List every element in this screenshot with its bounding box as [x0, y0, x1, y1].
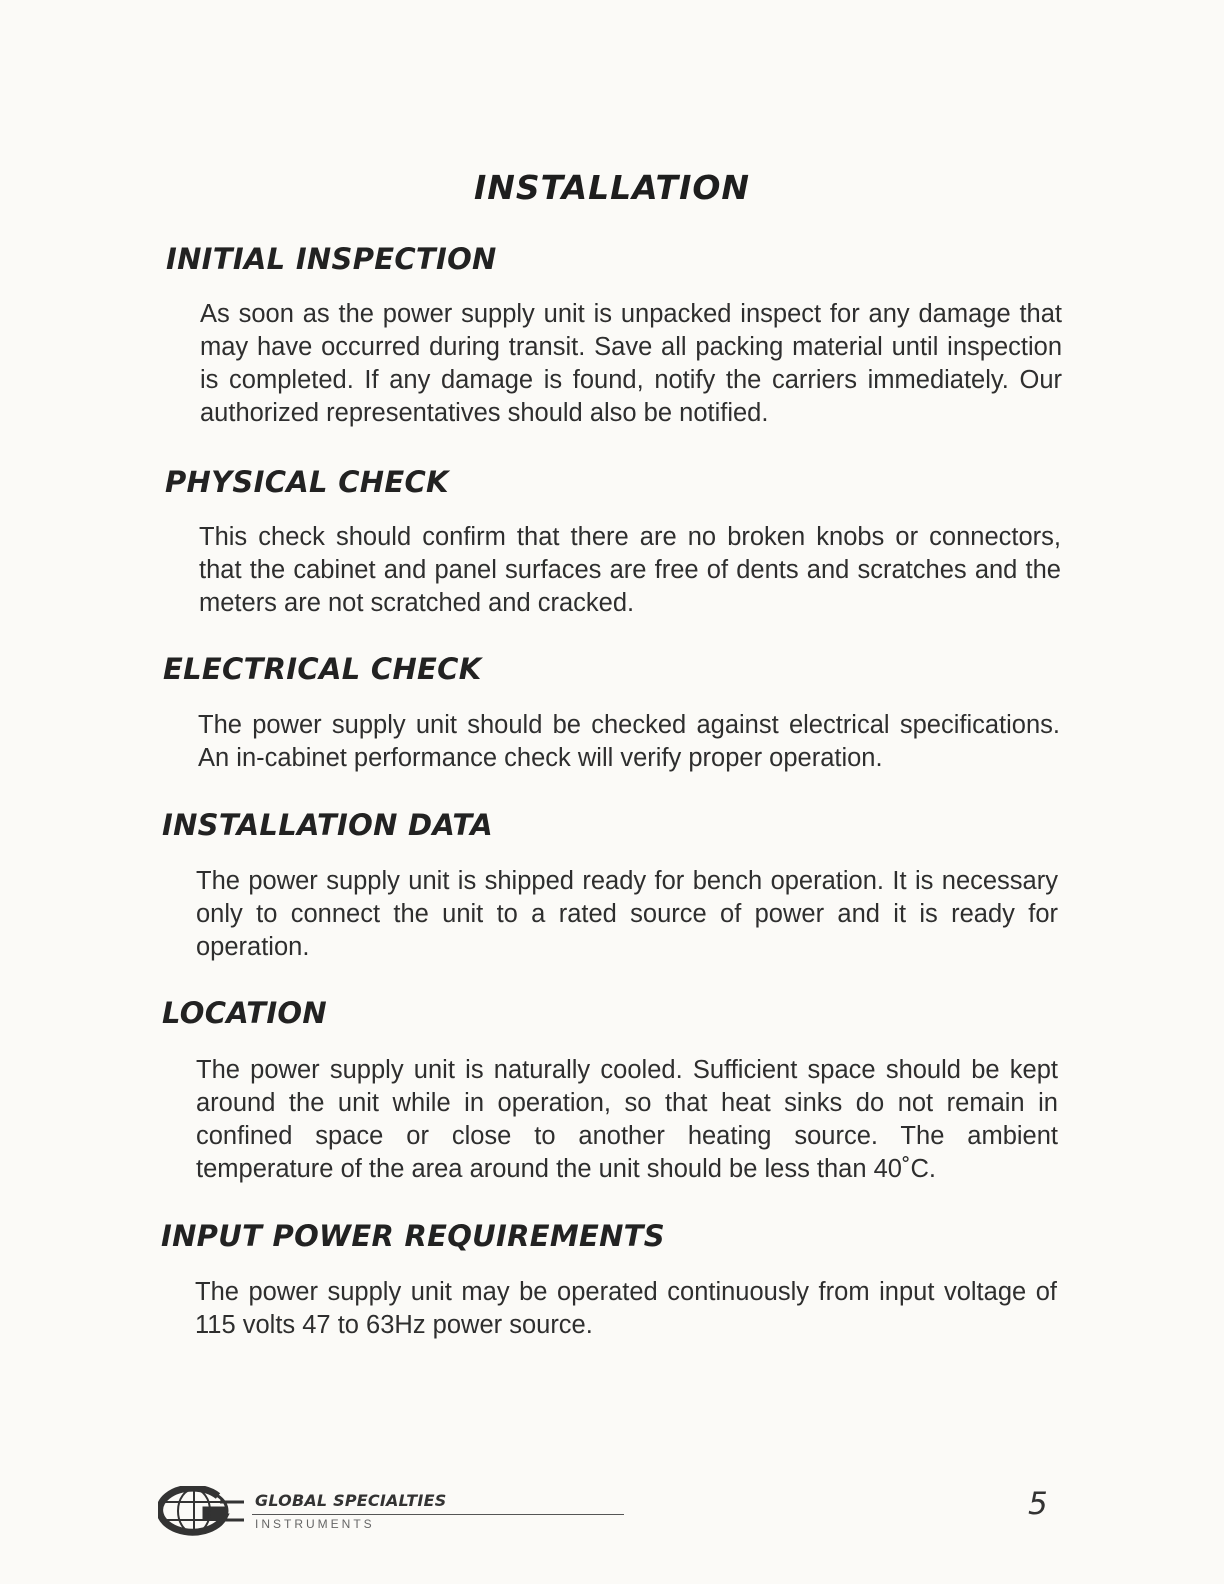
section-body: This check should confirm that there are no broken knobs or connectors, that the cabinet and panel surfaces are free of dents and scratches and the meters are not scratched and cracked. [199, 523, 1061, 617]
section-body: As soon as the power supply unit is unpacked inspect for any damage that may have occurred during transit. Save all packing material until inspection is completed. If any damage is found, notify the carriers immediately. Our authorized representatives should also be notified. [200, 300, 1062, 427]
section-body: The power supply unit may be operated continuously from input voltage of 115 volts 47 to 63Hz power source. [195, 1278, 1057, 1339]
page-number: 5 [1028, 1486, 1048, 1522]
section-heading: INSTALLATION DATA [162, 808, 493, 842]
section-body: The power supply unit should be checked against electrical specifications. An in-cabinet performance check will verify proper operation. [198, 711, 1060, 772]
section-heading: INPUT POWER REQUIREMENTS [161, 1219, 665, 1253]
footer-rule [252, 1514, 624, 1515]
page-title: INSTALLATION [473, 168, 751, 207]
brand-name: GLOBAL SPECIALTIES [255, 1491, 447, 1510]
section-heading: LOCATION [162, 996, 327, 1030]
brand-subtitle: INSTRUMENTS [255, 1517, 375, 1531]
section-body: The power supply unit is shipped ready for bench operation. It is necessary only to connect the unit to a rated source of power and it is ready for operation. [196, 867, 1058, 961]
section-heading: PHYSICAL CHECK [165, 465, 449, 499]
section-heading: ELECTRICAL CHECK [163, 652, 482, 686]
global-specialties-logo-icon [158, 1486, 244, 1536]
section-body: The power supply unit is naturally cooled. Sufficient space should be kept around the unit while in operation, so that heat sinks do not remain in confined space or close to another heating source. The ambient temperature of the area around the unit should be less than 40˚C. [196, 1056, 1058, 1183]
section-heading: INITIAL INSPECTION [166, 242, 497, 276]
